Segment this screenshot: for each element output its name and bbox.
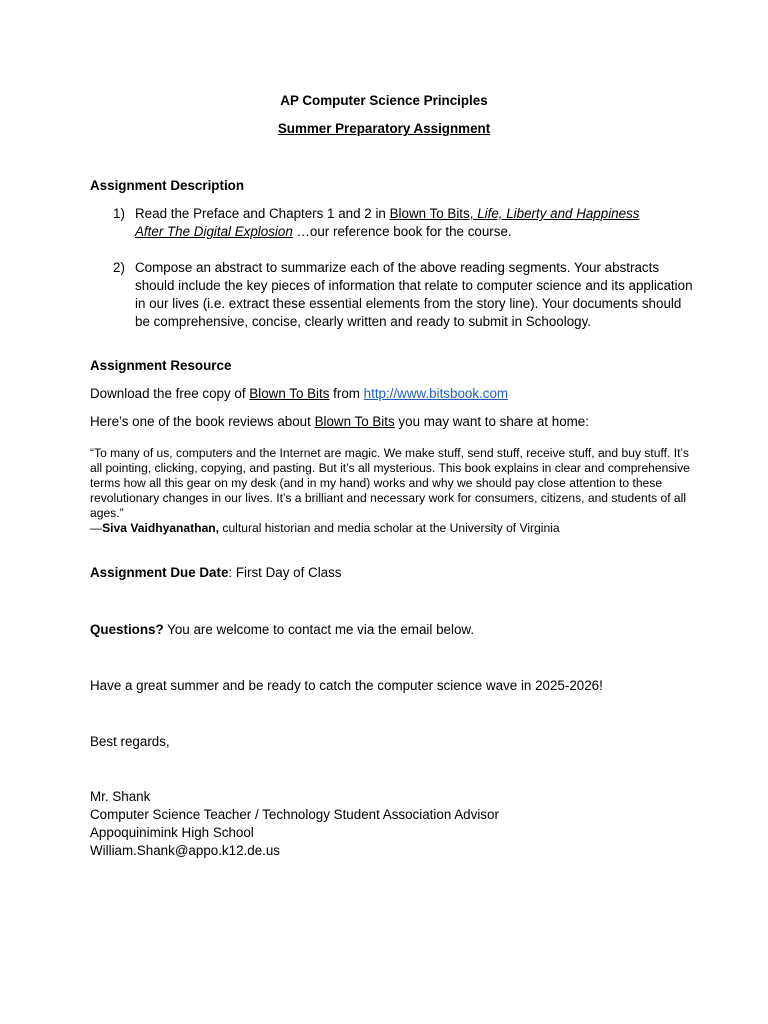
- review-book-title: Blown To Bits: [314, 414, 395, 429]
- closing-line: Have a great summer and be ready to catch the computer science wave in 2025-2026!: [90, 678, 603, 693]
- signature-name: Mr. Shank: [90, 789, 151, 804]
- review-post: you may want to share at home:: [394, 414, 589, 429]
- item1-comma: ,: [469, 206, 478, 221]
- download-pre: Download the free copy of: [90, 386, 250, 401]
- quote-dash: —: [90, 521, 103, 535]
- book-title-link: Blown To Bits: [389, 206, 470, 221]
- review-pre: Here’s one of the book reviews about: [90, 414, 315, 429]
- signature-email: William.Shank@appo.k12.de.us: [90, 843, 280, 858]
- item1-pre: Read the Preface and Chapters 1 and 2 in: [135, 206, 390, 221]
- due-date-value: : First Day of Class: [228, 565, 342, 580]
- item1-post: …our reference book for the course.: [292, 224, 512, 239]
- signature-school: Appoquinimink High School: [90, 825, 254, 840]
- due-date-label: Assignment Due Date: [90, 565, 229, 580]
- resource-heading: Assignment Resource: [90, 358, 232, 373]
- document-subtitle: Summer Preparatory Assignment: [277, 121, 491, 136]
- quote-author: Siva Vaidhyanathan,: [102, 521, 220, 535]
- questions-line: [90, 621, 474, 639]
- download-mid: from: [329, 386, 364, 401]
- document-title: AP Computer Science Principles: [280, 93, 488, 108]
- quote-text: “To many of us, computers and the Internet are magic. We make stuff, send stuff, receive stuff, and buy stuff. It’s all pointing, clicking, copying, and pasting. But it’s all mysterious. This book explains in clear and comprehensive terms how all this gear on my desk (and in my hand) works and why we should pay close attention to these revolutionary changes in our lives. It’s a brilliant and necessary work for consumers, citizens, and students of all ages.”: [90, 446, 690, 520]
- list-number-1: 1): [113, 206, 125, 221]
- list-text-2: Compose an abstract to summarize each of the above reading segments. Your abstracts should include the key pieces of information that relate to computer science and its application in our lives (i.e. extract these essential elements from the story line). Your documents should be comprehensive, concise, clearly written and ready to submit in Schoology.: [135, 260, 693, 329]
- questions-label: Questions?: [90, 622, 164, 637]
- best-regards: Best regards,: [90, 734, 170, 749]
- due-date-line: [90, 564, 342, 582]
- quote-author-desc: cultural historian and media scholar at the University of Virginia: [219, 521, 560, 535]
- questions-text: You are welcome to contact me via the email below.: [163, 622, 475, 637]
- bitsbook-link[interactable]: http://www.bitsbook.com: [363, 386, 509, 401]
- signature-role: Computer Science Teacher / Technology Student Association Advisor: [90, 807, 499, 822]
- download-line: [90, 385, 508, 403]
- download-book-title: Blown To Bits: [249, 386, 330, 401]
- list-number-2: 2): [113, 260, 125, 275]
- book-review-quote: [90, 446, 690, 536]
- book-subtitle: Life, Liberty and Happiness After The Digital Explosion: [135, 206, 640, 239]
- quote-attribution: [90, 521, 690, 536]
- list-text-1: [135, 205, 665, 241]
- review-line: [90, 413, 589, 431]
- description-heading: Assignment Description: [90, 178, 245, 193]
